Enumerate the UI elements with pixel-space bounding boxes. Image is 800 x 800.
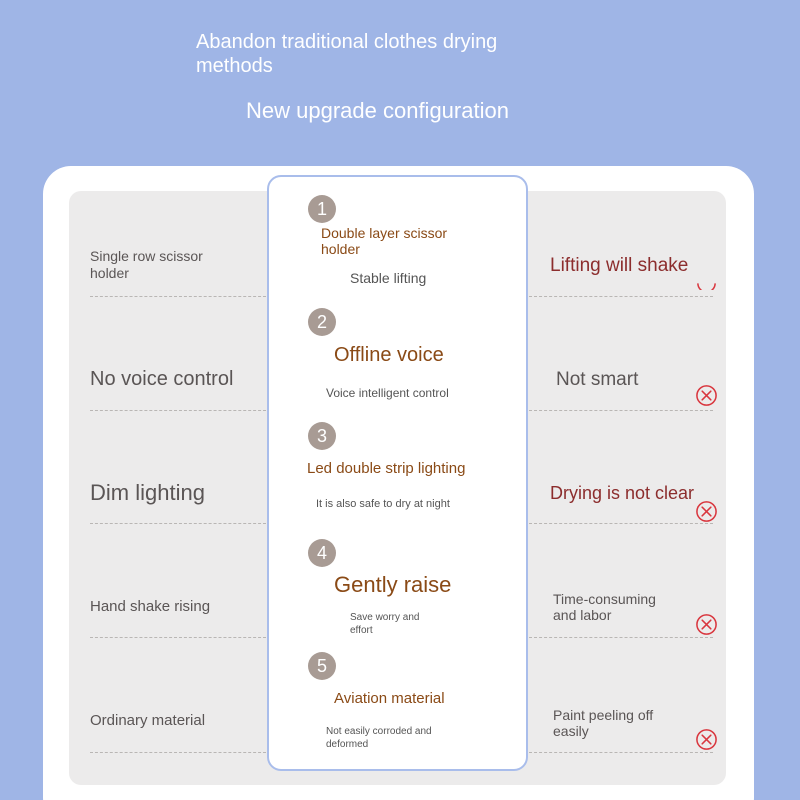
drawback-item-4: Time-consuming and labor — [553, 591, 656, 623]
row-divider — [90, 752, 266, 753]
row-divider — [90, 523, 266, 524]
feature-subtitle-3: It is also safe to dry at night — [316, 498, 450, 510]
feature-title-2: Offline voice — [334, 344, 444, 366]
feature-number-3: 3 — [308, 422, 336, 450]
row-divider — [529, 752, 713, 753]
drawback-item-5: Paint peeling off easily — [553, 707, 654, 739]
traditional-item-1: Single row scissor holder — [90, 248, 203, 281]
drawback-item-1: Lifting will shake — [550, 255, 689, 276]
feature-number-5: 5 — [308, 652, 336, 680]
feature-number-1: 1 — [308, 195, 336, 223]
x-circle-icon — [695, 500, 718, 524]
feature-title-3: Led double strip lighting — [307, 460, 466, 477]
x-circle-icon — [695, 613, 718, 636]
row-divider — [529, 523, 713, 524]
x-circle-icon — [695, 728, 718, 751]
feature-title-1: Double layer scissor holder — [321, 225, 448, 257]
row-divider — [529, 637, 713, 638]
drawback-item-3: Drying is not clear — [550, 483, 695, 503]
header-subtitle: New upgrade configuration — [246, 98, 509, 123]
feature-number-2: 2 — [308, 308, 336, 336]
feature-subtitle-2: Voice intelligent control — [326, 386, 449, 400]
traditional-item-4: Hand shake rising — [90, 598, 211, 615]
feature-subtitle-4: Save worry and effort — [350, 612, 420, 636]
header-title: Abandon traditional clothes drying methods — [196, 31, 498, 77]
feature-subtitle-1: Stable lifting — [350, 270, 427, 286]
row-divider — [529, 296, 713, 297]
row-divider — [529, 410, 713, 411]
traditional-item-2: No voice control — [90, 368, 234, 390]
traditional-item-3: Dim lighting — [90, 480, 205, 505]
row-divider — [90, 637, 266, 638]
feature-title-5: Aviation material — [334, 690, 445, 707]
row-divider — [90, 296, 266, 297]
feature-subtitle-5: Not easily corroded and deformed — [326, 726, 432, 750]
traditional-item-5: Ordinary material — [90, 712, 206, 729]
feature-title-4: Gently raise — [334, 572, 452, 597]
drawback-item-2: Not smart — [556, 369, 639, 390]
row-divider — [90, 410, 266, 411]
x-circle-icon — [695, 270, 718, 290]
x-circle-icon — [695, 384, 718, 407]
feature-number-4: 4 — [308, 539, 336, 567]
